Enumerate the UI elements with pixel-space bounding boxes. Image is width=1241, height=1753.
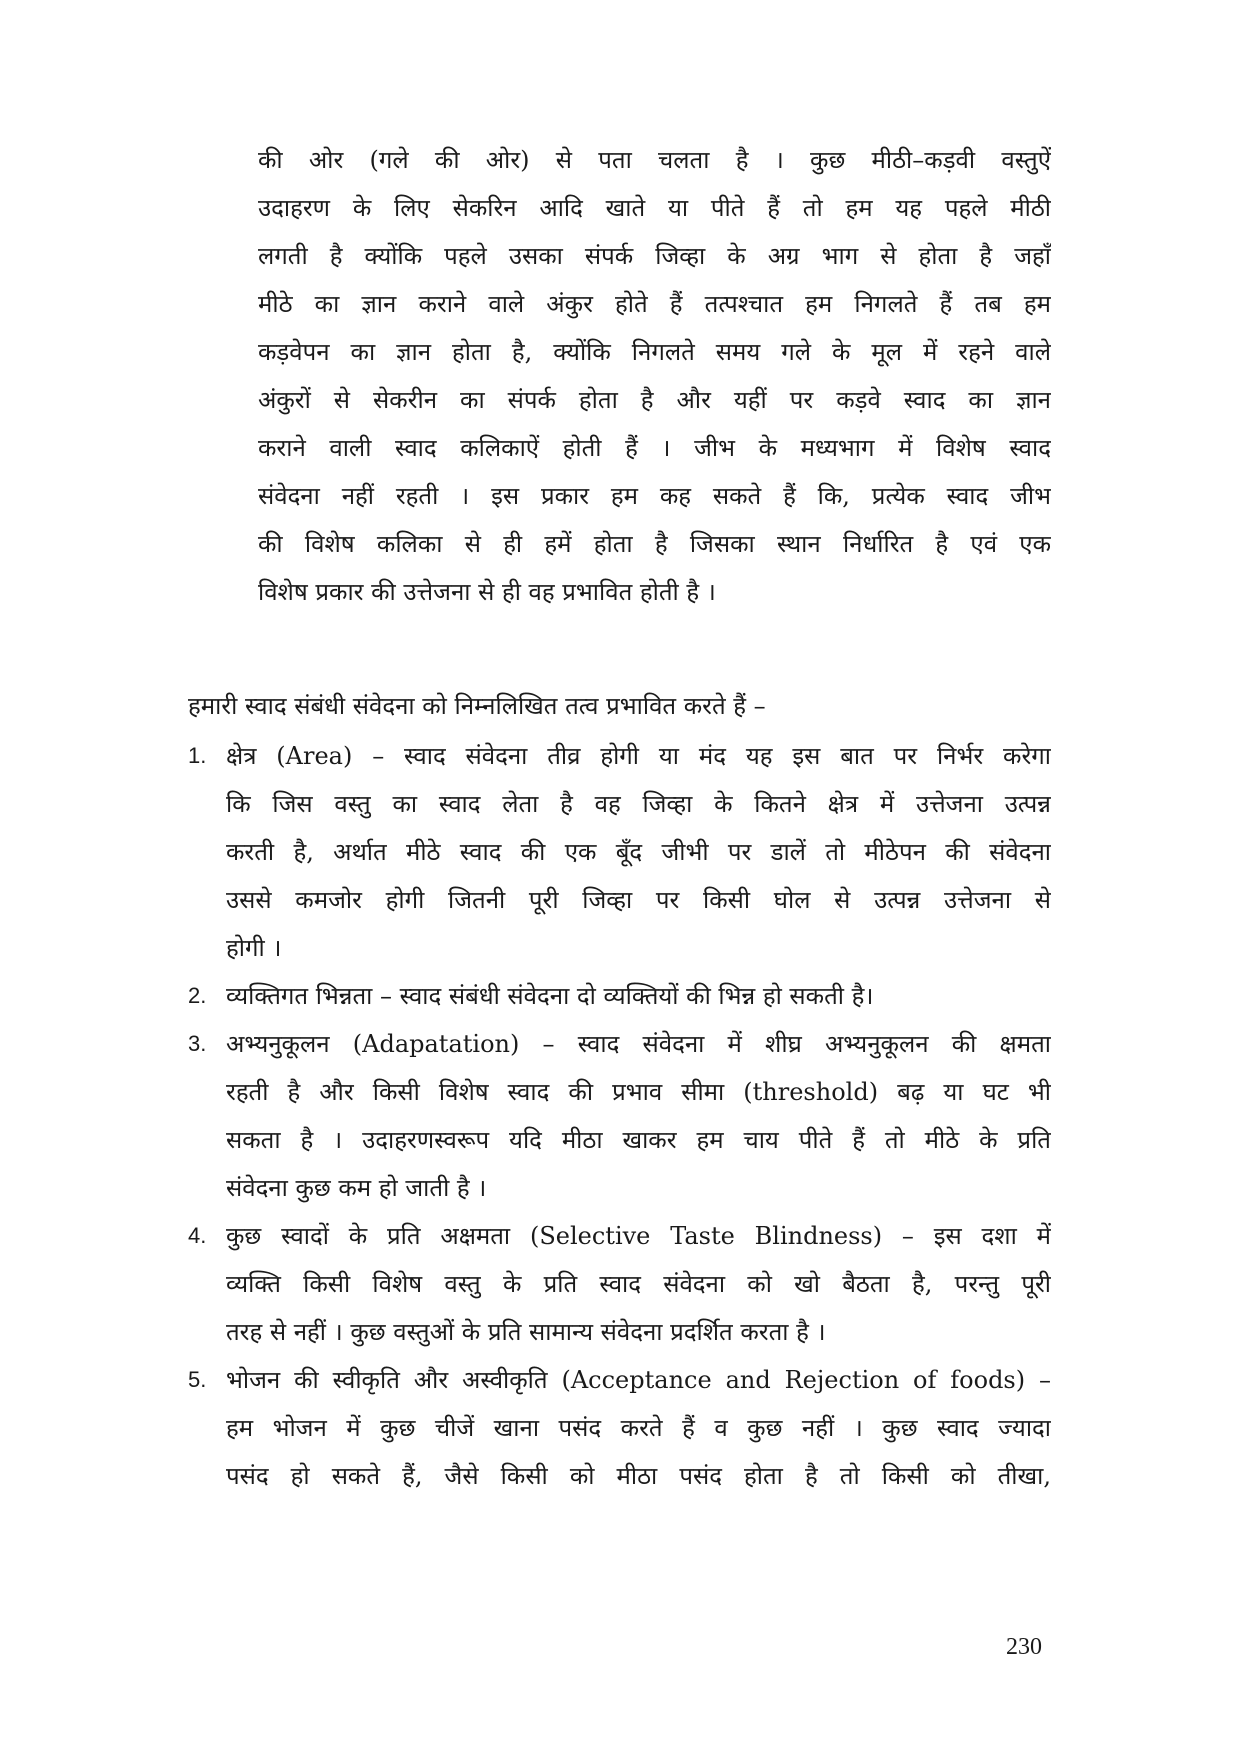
paragraph-line: अंकुरों से सेकरीन का संपर्क होता है और यहीं पर कड़वे स्वाद का ज्ञान [258, 386, 1051, 414]
list-item [188, 972, 1051, 1020]
list-item-number: 5. [188, 1367, 207, 1392]
list-item-line: सकता है । उदाहरणस्वरूप यदि मीठा खाकर हम चाय पीते हैं तो मीठे के प्रति [226, 1126, 1051, 1154]
paragraph-line: की विशेष कलिका से ही हमें होता है जिसका स्थान निर्धारित है एवं एक [258, 530, 1051, 558]
list-item-line: संवेदना कुछ कम हो जाती है । [226, 1174, 487, 1202]
page-number: 230 [1006, 1634, 1042, 1660]
list-item-line: रहती है और किसी विशेष स्वाद की प्रभाव सीमा (threshold) बढ़ या घट भी [226, 1078, 1051, 1106]
factor-list [188, 732, 1051, 1500]
paragraph-line: लगती है क्योंकि पहले उसका संपर्क जिव्हा के अग्र भाग से होता है जहाँ [258, 242, 1051, 270]
list-item-line: करती है, अर्थात मीठे स्वाद की एक बूँद जीभी पर डालें तो मीठेपन की संवेदना [226, 838, 1051, 866]
paragraph-line: उदाहरण के लिए सेकरिन आदि खाते या पीते हैं तो हम यह पहले मीठी [258, 194, 1051, 222]
list-item-line: उससे कमजोर होगी जितनी पूरी जिव्हा पर किसी घोल से उत्पन्न उत्तेजना से [226, 886, 1051, 914]
list-item-number: 3. [188, 1031, 207, 1056]
list-item-line: पसंद हो सकते हैं, जैसे किसी को मीठा पसंद होता है तो किसी को तीखा, [226, 1462, 1051, 1490]
list-item-line: व्यक्ति किसी विशेष वस्तु के प्रति स्वाद संवेदना को खो बैठता है, परन्तु पूरी [226, 1270, 1051, 1298]
list-item-line: क्षेत्र (Area) – स्वाद संवेदना तीव्र होगी या मंद यह इस बात पर निर्भर करेगा [226, 742, 1051, 770]
list-item-number: 1. [188, 743, 207, 768]
paragraph-line: विशेष प्रकार की उत्तेजना से ही वह प्रभावित होती है । [258, 578, 716, 606]
list-item [188, 1356, 1051, 1500]
paragraph-line: संवेदना नहीं रहती । इस प्रकार हम कह सकते हैं कि, प्रत्येक स्वाद जीभ [258, 482, 1051, 510]
list-item-line: कि जिस वस्तु का स्वाद लेता है वह जिव्हा के कितने क्षेत्र में उत्तेजना उत्पन्न [226, 790, 1051, 818]
list-item-number: 4. [188, 1223, 207, 1248]
list-item [188, 1020, 1051, 1212]
paragraph-line: कराने वाली स्वाद कलिकाऐं होती हैं । जीभ के मध्यभाग में विशेष स्वाद [258, 434, 1051, 462]
paragraph-line: मीठे का ज्ञान कराने वाले अंकुर होते हैं तत्पश्चात हम निगलते हैं तब हम [258, 290, 1051, 318]
list-item-line: होगी । [226, 934, 282, 962]
list-item [188, 732, 1051, 972]
list-item-number: 2. [188, 983, 207, 1008]
list-item-line: तरह से नहीं । कुछ वस्तुओं के प्रति सामान्य संवेदना प्रदर्शित करता है । [226, 1318, 826, 1346]
list-intro: हमारी स्वाद संबंधी संवेदना को निम्नलिखित तत्व प्रभावित करते हैं – [188, 692, 766, 720]
paragraph-line: की ओर (गले की ओर) से पता चलता है । कुछ मीठी–कड़वी वस्तुऐं [258, 146, 1051, 174]
paragraph-line: कड़वेपन का ज्ञान होता है, क्योंकि निगलते समय गले के मूल में रहने वाले [258, 338, 1051, 366]
list-item-line: कुछ स्वादों के प्रति अक्षमता (Selective Taste Blindness) – इस दशा में [226, 1222, 1051, 1250]
list-item [188, 1212, 1051, 1356]
list-item-line: व्यक्तिगत भिन्नता – स्वाद संबंधी संवेदना दो व्यक्तियों की भिन्न हो सकती है। [226, 982, 874, 1010]
list-item-line: अभ्यनुकूलन (Adapatation) – स्वाद संवेदना में शीघ्र अभ्यनुकूलन की क्षमता [226, 1030, 1051, 1058]
continuation-paragraph [258, 136, 1051, 616]
list-item-line: भोजन की स्वीकृति और अस्वीकृति (Acceptance and Rejection of foods) – [226, 1366, 1051, 1394]
list-item-line: हम भोजन में कुछ चीजें खाना पसंद करते हैं व कुछ नहीं । कुछ स्वाद ज्यादा [226, 1414, 1051, 1442]
